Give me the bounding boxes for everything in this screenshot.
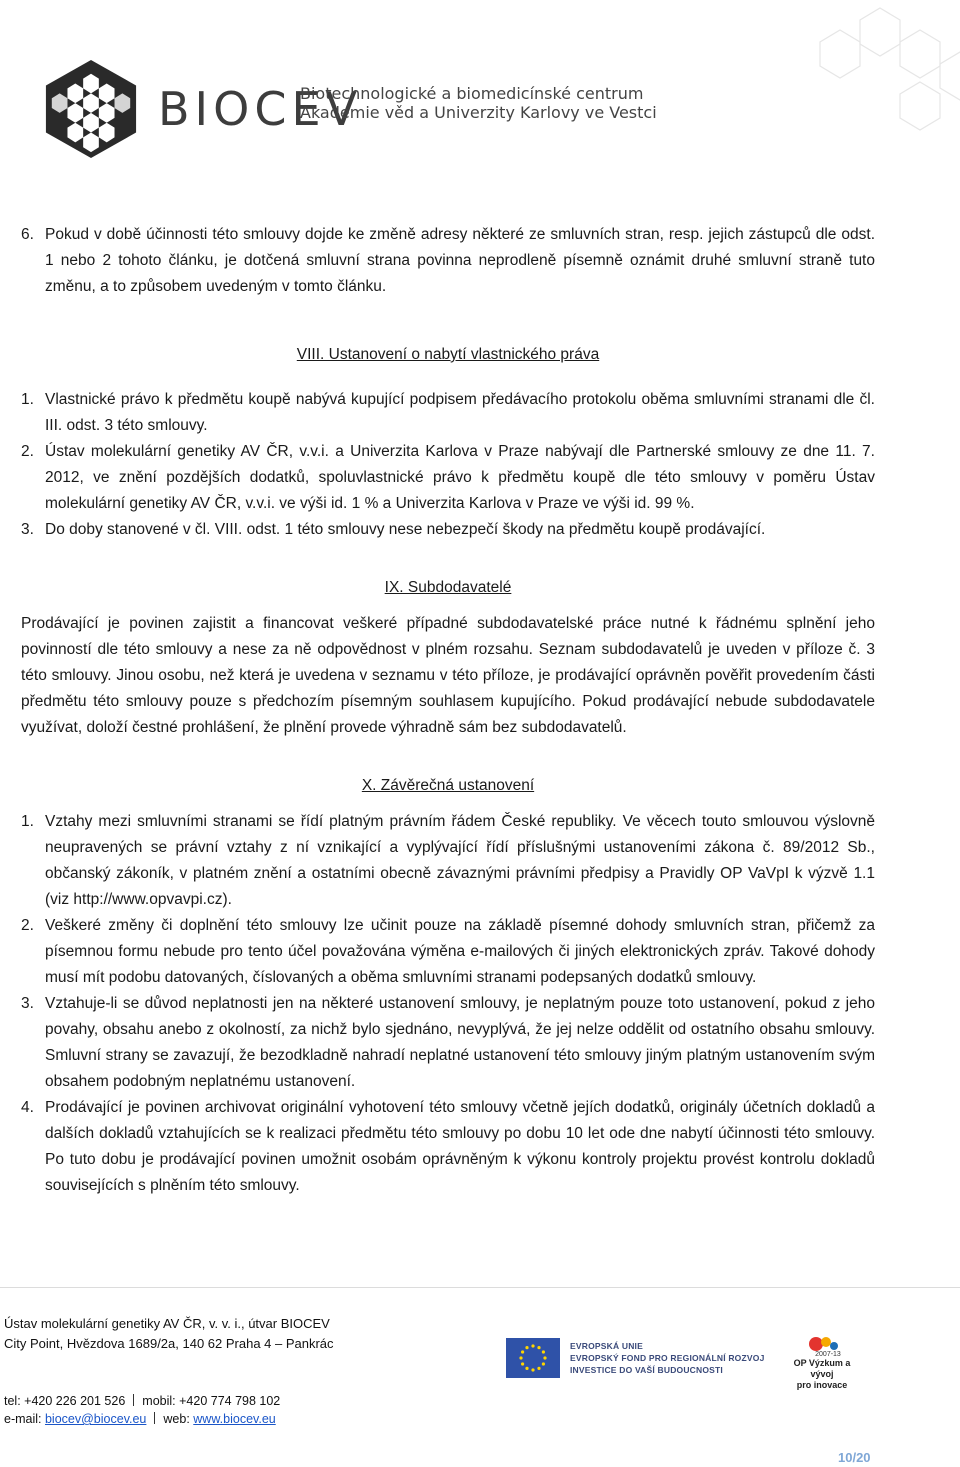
section-ix-heading <box>21 575 875 601</box>
clause-number: 2. <box>21 917 34 934</box>
eu-line2: EVROPSKÝ FOND PRO REGIONÁLNÍ ROZVOJ <box>570 1353 765 1363</box>
clause-viii-2 <box>21 439 875 517</box>
section-x-heading <box>21 773 875 799</box>
eu-line3: INVESTICE DO VAŠÍ BUDOUCNOSTI <box>570 1365 723 1375</box>
clause-x-3 <box>21 991 875 1095</box>
clause-x-4 <box>21 1095 875 1199</box>
eu-flag-icon <box>506 1338 560 1378</box>
clause-6 <box>21 222 875 300</box>
clause-text: Veškeré změny či doplnění této smlouvy lze učinit pouze na základě písemné dohody smluvních stran, přičemž za písemnou formu nebude pro tento účel považována výměna e-mailových či jiných elektronických zpráv. Takové dohody musí mít podobu datovaných, číslovaných a oběma smluvními stranami podepsaných dodatků smlouvy. <box>45 917 875 986</box>
logo-wordmark: BIOCEV <box>158 82 362 136</box>
clause-number: 4. <box>21 1099 34 1116</box>
clause-x-2 <box>21 913 875 991</box>
clause-text: Do doby stanovené v čl. VIII. odst. 1 této smlouvy nese nebezpečí škody na předmětu koupě prodávající. <box>45 521 766 538</box>
footer-org-address: City Point, Hvězdova 1689/2a, 140 62 Praha 4 – Pankrác <box>4 1336 334 1351</box>
header-subtitle-line1: Biotechnologické a biomedicínské centrum <box>300 84 644 103</box>
hexagon-pattern-decoration <box>730 0 960 150</box>
clause-number: 1. <box>21 391 34 408</box>
clause-number: 3. <box>21 995 34 1012</box>
clause-text: Vlastnické právo k předmětu koupě nabývá kupující podpisem předávacího protokolu oběma smluvními stranami dle čl. III. odst. 3 této smlouvy. <box>45 391 875 434</box>
clause-text: Vztahuje-li se důvod neplatnosti jen na některé ustanovení smlouvy, je neplatným pouze toto ustanovení, pokud z jeho povahy, obsahu anebo z okolností, za nichž bylo sjednáno, nevyplývá, že jej nelze oddělit od ostatního obsahu smlouvy. Smluvní strany se zavazují, že bezodkladně nahradí neplatné ustanovení této smlouvy jiným platným ustanovením svým obsahem podobným neplatnému ustanovení. <box>45 995 875 1090</box>
clause-viii-1 <box>21 387 875 439</box>
header-subtitle-line2: Akademie věd a Univerzity Karlovy ve Vestci <box>300 103 657 122</box>
footer-address <box>4 1314 334 1354</box>
clause-number: 1. <box>21 813 34 830</box>
op-program-name <box>782 1358 862 1391</box>
clause-number: 3. <box>21 521 34 538</box>
footer-web-label: web: <box>163 1412 194 1426</box>
eu-funding-text <box>570 1340 765 1376</box>
op-years: 2007-13 <box>815 1351 841 1358</box>
op-line1: OP Výzkum a vývoj <box>793 1358 851 1379</box>
eu-line1: EVROPSKÁ UNIE <box>570 1341 643 1351</box>
section-viii-title: VIII. Ustanovení o nabytí vlastnického práva <box>296 346 600 363</box>
footer-contact <box>4 1392 280 1428</box>
footer-mobil: mobil: +420 774 798 102 <box>142 1394 281 1408</box>
footer-web-link[interactable]: www.biocev.eu <box>193 1412 276 1426</box>
clause-x-1 <box>21 809 875 913</box>
section-ix-paragraph: Prodávající je povinen zajistit a financovat veškeré případné subdodavatelské práce nutné k řádnému splnění jeho povinností dle této smlouvy a nese za ně odpovědnost v plném rozsahu. Seznam subdodavatelů je uveden v příloze č. 3 této smlouvy. Jinou osobu, než která je uvedena v seznamu v této příloze, je prodávající oprávněn pověřit provedením části předmětu této smlouvy pouze s předchozím písemným souhlasem kupujícího. Pokud prodávající nebude subdodavatele využívat, doloží čestné prohlášení, že plnění provede výhradně sám bez subdodavatelů. <box>21 615 875 736</box>
section-x-title: X. Závěrečná ustanovení <box>361 777 535 794</box>
page-number: 10/20 <box>838 1450 871 1465</box>
separator <box>133 1394 134 1406</box>
separator <box>154 1412 155 1424</box>
clause-text: Ústav molekulární genetiky AV ČR, v.v.i. a Univerzita Karlova v Praze nabývají dle Partnerské smlouvy ze dne 11. 7. 2012, ve znění pozdějších dodatků, spoluvlastnické právo k předmětu koupě dle této smlouvy v poměru Ústav molekulární genetiky AV ČR, v.v.i. ve výši id. 1 % a Univerzita Karlova v Praze ve výši id. 99 %. <box>45 443 875 512</box>
header-subtitle <box>300 84 657 122</box>
clause-text: Pokud v době účinnosti této smlouvy dojde ke změně adresy některé ze smluvních stran, resp. jejich zástupců dle odst. 1 nebo 2 tohoto článku, je dotčená smluvní strana povinna neprodleně písemně oznámit druhé smluvní straně tuto změnu, a to způsobem uvedeným v tomto článku. <box>45 226 875 295</box>
footer-tel: tel: +420 226 201 526 <box>4 1394 126 1408</box>
biocev-hexagon-logo-icon <box>42 58 140 160</box>
op-line2: pro inovace <box>796 1380 848 1390</box>
document-body <box>21 222 875 1199</box>
clause-viii-3 <box>21 517 875 543</box>
footer-org-name: Ústav molekulární genetiky AV ČR, v. v. i., útvar BIOCEV <box>4 1316 330 1331</box>
footer-divider <box>0 1287 960 1288</box>
clause-number: 2. <box>21 443 34 460</box>
clause-text: Prodávající je povinen archivovat originální vyhotovení této smlouvy včetně jejích dodatků, originály účetních dokladů a dalších dokladů vztahujících se k realizaci předmětu této smlouvy po dobu 10 let ode dne nabytí účinnosti této smlouvy. Po tuto dobu je prodávající povinen umožnit osobám oprávněným k výkonu kontroly projektu provést kontrolu dokladů souvisejících s plněním této smlouvy. <box>45 1099 875 1194</box>
clause-text: Vztahy mezi smluvními stranami se řídí platným právním řádem České republiky. Ve věcech touto smlouvou výslovně neupravených se právní vztahy z ní vznikající a vyplývající řídí příslušnými ustanoveními zákona č. 89/2012 Sb., občanský zákoník, v platném znění a ostatními obecně závaznými právními předpisy a Pravidly OP VaVpI k výzvě 1.1 (viz http://www.opvavpi.cz). <box>45 813 875 908</box>
footer-email-link[interactable]: biocev@biocev.eu <box>44 1412 147 1426</box>
footer-email-label: e-mail: <box>4 1412 45 1426</box>
section-ix-title: IX. Subdodavatelé <box>384 579 512 596</box>
section-viii-heading <box>21 342 875 368</box>
clause-number: 6. <box>21 226 34 243</box>
